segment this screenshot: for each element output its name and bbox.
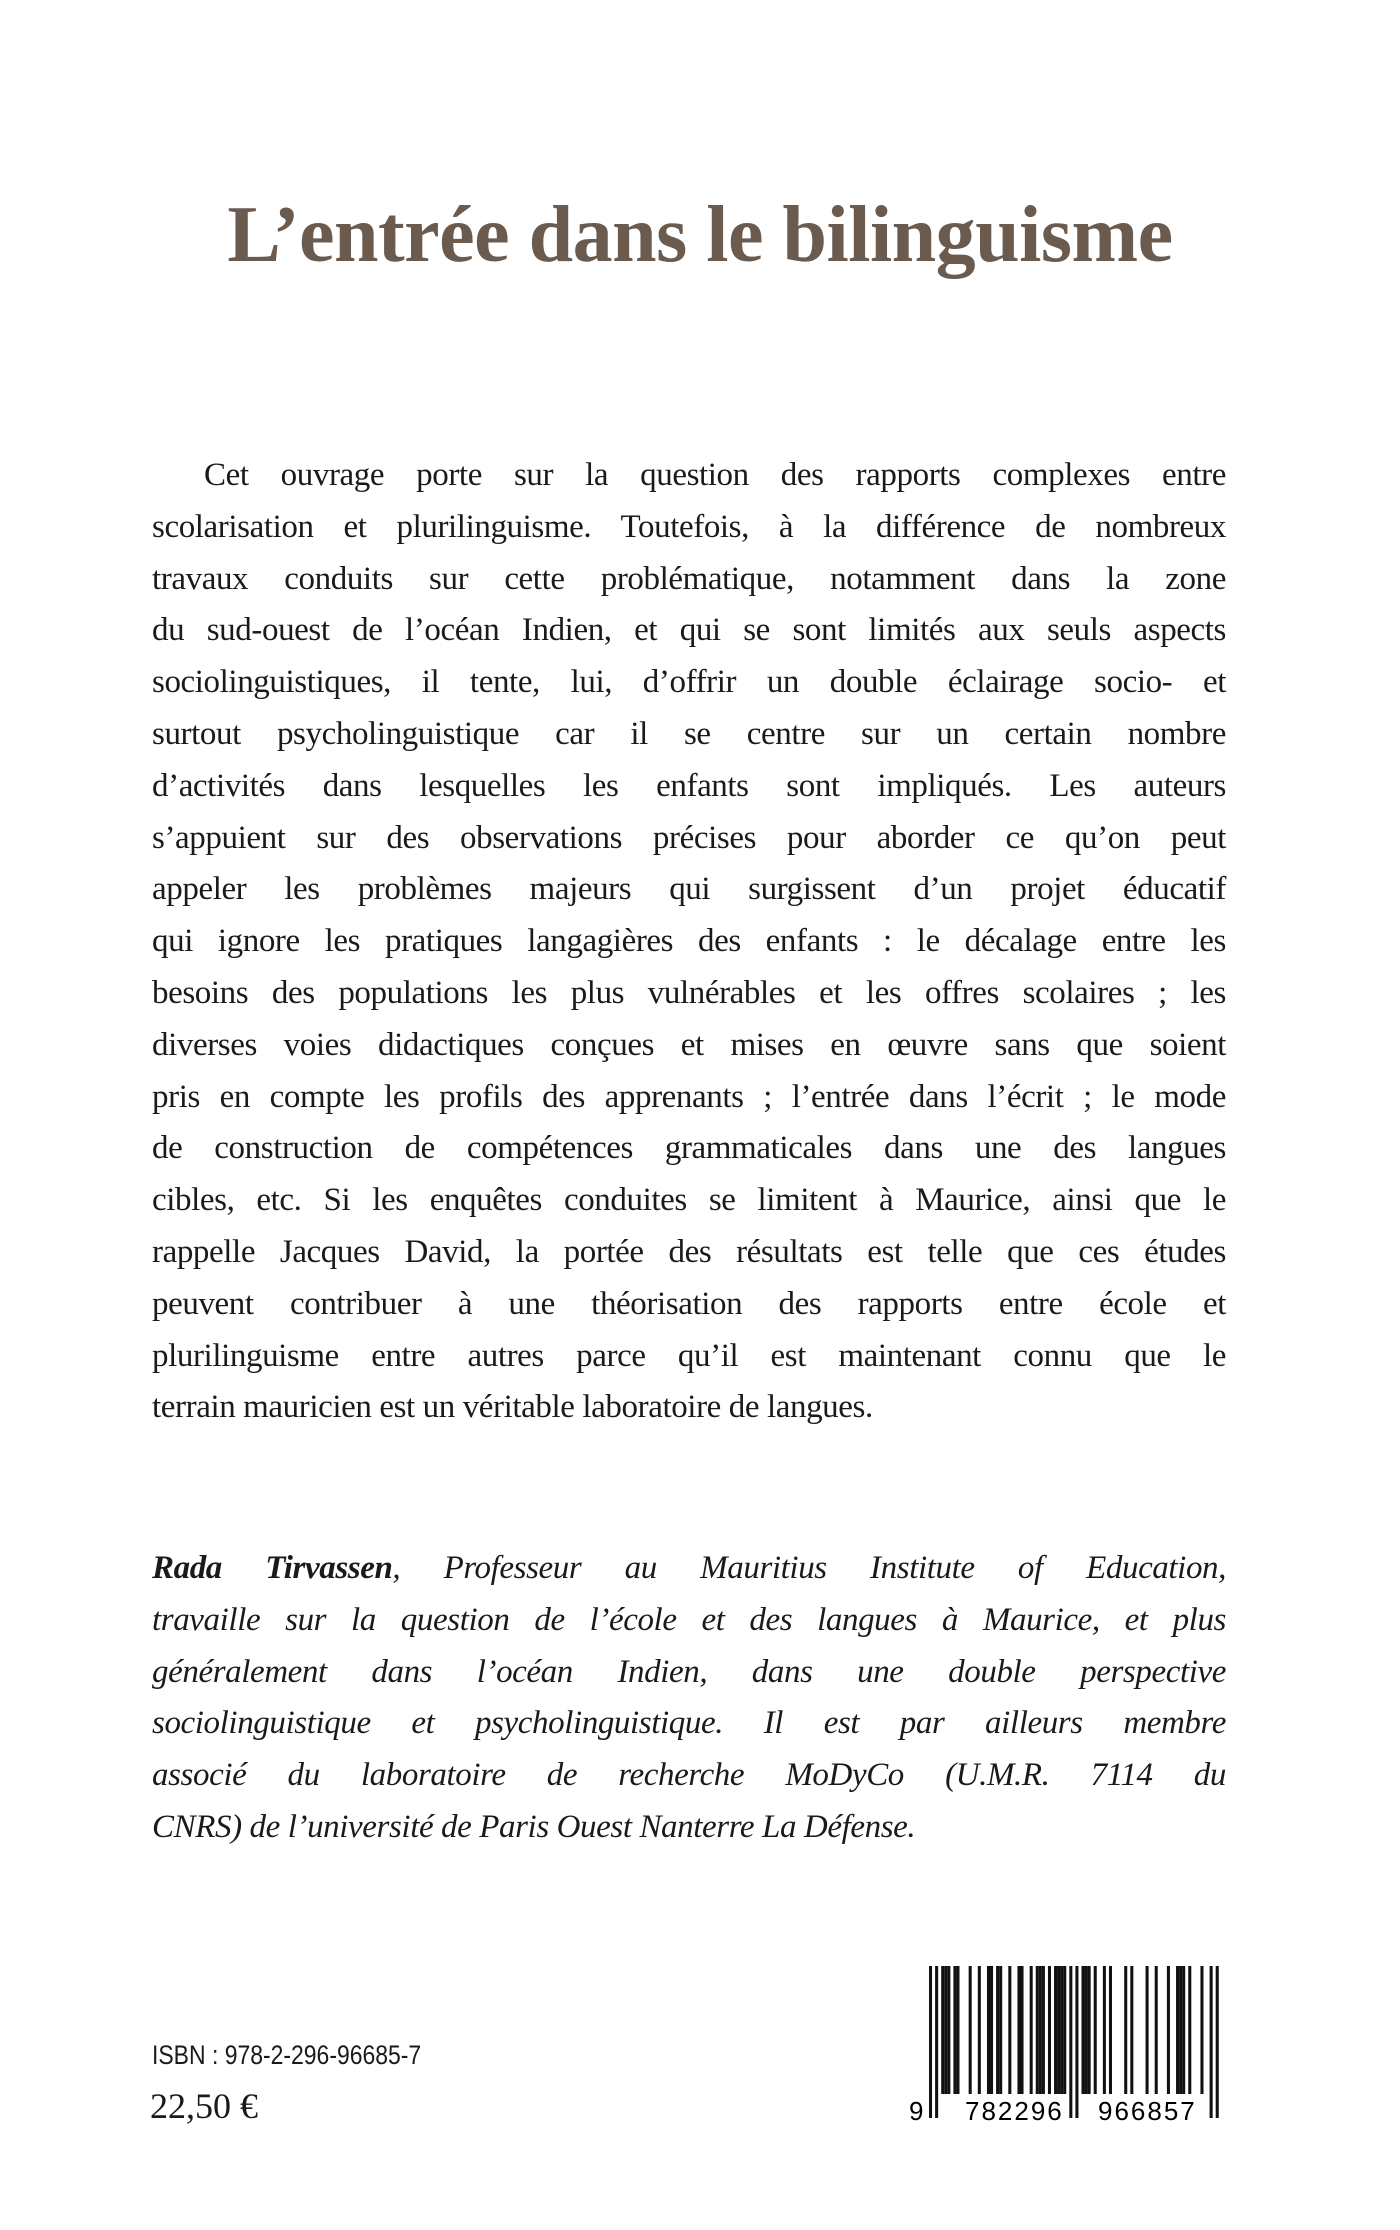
bio-line: associé du laboratoire de recherche MoDyCo (U.M.R. 7114 du — [152, 1757, 1226, 1794]
barcode-bar — [1082, 1966, 1085, 2094]
barcode-bar — [1155, 1966, 1158, 2094]
barcode-bar — [990, 1966, 993, 2094]
barcode-bar — [1057, 1966, 1060, 2094]
summary-paragraph — [152, 450, 1226, 1434]
bio-line: CNRS) de l’université de Paris Ouest Nanterre La Défense. — [152, 1808, 916, 1845]
summary-line: de construction de compétences grammaticales dans une des langues — [152, 1130, 1226, 1167]
summary-line: surtout psycholinguistique car il se centre sur un certain nombre — [152, 715, 1226, 752]
barcode-bar — [935, 1966, 938, 2118]
barcode-right-digits: 966857 — [1098, 2096, 1197, 2126]
summary-line: Cet ouvrage porte sur la question des rapports complexes entre — [204, 457, 1226, 493]
barcode-bar — [1103, 1966, 1106, 2094]
summary-line: pris en compte les profils des apprenants ; l’entrée dans l’écrit ; le mode — [152, 1078, 1226, 1115]
barcode-bar — [1085, 1966, 1088, 2094]
barcode-bar — [1088, 1966, 1091, 2094]
summary-line: besoins des populations les plus vulnérables et les offres scolaires ; les — [152, 974, 1226, 1011]
summary-line: rappelle Jacques David, la portée des résultats est telle que ces études — [152, 1233, 1226, 1270]
summary-line: appeler les problèmes majeurs qui surgissent d’un projet éducatif — [152, 871, 1226, 908]
summary-line: terrain mauricien est un véritable laboratoire de langues. — [152, 1389, 873, 1426]
barcode-bar — [1039, 1966, 1042, 2094]
summary-line: cibles, etc. Si les enquêtes conduites se limitent à Maurice, ainsi que le — [152, 1182, 1226, 1219]
bio-line — [152, 1543, 1226, 1595]
isbn: ISBN : 978-2-296-96685-7 — [152, 2040, 422, 2070]
barcode-bar — [1216, 1966, 1219, 2118]
barcode-bar — [1176, 1966, 1179, 2094]
barcode-bar — [978, 1966, 981, 2094]
barcode-bar — [929, 1966, 932, 2118]
barcode-bar — [1146, 1966, 1149, 2094]
barcode-bar — [1124, 1966, 1127, 2094]
barcode-bar — [1130, 1966, 1133, 2094]
barcode-bar — [1094, 1966, 1097, 2094]
barcode-bar — [1167, 1966, 1170, 2094]
barcode-bar — [947, 1966, 950, 2094]
barcode-bar — [1042, 1966, 1045, 2094]
barcode-bar — [1188, 1966, 1191, 2094]
barcode-bar — [1210, 1966, 1213, 2118]
barcode-bar — [1069, 1966, 1072, 2118]
barcode-bar — [1008, 1966, 1011, 2094]
bio-line: travaille sur la question de l’école et des langues à Maurice, et plus — [152, 1601, 1226, 1638]
summary-line: qui ignore les pratiques langagières des enfants : le décalage entre les — [152, 923, 1226, 960]
bio-text: , Professeur au Mauritius Institute of Education, — [392, 1550, 1226, 1586]
book-title: L’entrée dans le bilinguisme — [227, 191, 1173, 279]
barcode-bar — [953, 1966, 956, 2094]
barcode-bar — [944, 1966, 947, 2094]
barcode-bar — [941, 1966, 944, 2094]
barcode-bar — [1030, 1966, 1033, 2094]
author-bio — [152, 1543, 1226, 1854]
barcode-bar — [1063, 1966, 1066, 2094]
barcode-bar — [999, 1966, 1002, 2094]
barcode-first-digit: 9 — [909, 2096, 924, 2126]
barcode-bar — [956, 1966, 959, 2094]
barcode-bar — [1017, 1966, 1020, 2094]
summary-line: s’appuient sur des observations précises pour aborder ce qu’on peut — [152, 819, 1226, 856]
summary-line: diverses voies didactiques conçues et mises en œuvre sans que soient — [152, 1026, 1226, 1063]
summary-line: scolarisation et plurilinguisme. Toutefois, à la différence de nombreux — [152, 508, 1226, 545]
summary-line: d’activités dans lesquelles les enfants sont impliqués. Les auteurs — [152, 767, 1226, 804]
barcode-bar — [1200, 1966, 1203, 2094]
barcode-bar — [1060, 1966, 1063, 2094]
author-name: Rada Tirvassen — [152, 1550, 393, 1586]
barcode-bar — [996, 1966, 999, 2094]
barcode-bar — [1021, 1966, 1024, 2094]
barcode-bar — [969, 1966, 972, 2094]
barcode — [905, 1966, 1225, 2126]
barcode-bar — [1048, 1966, 1051, 2094]
summary-line: du sud-ouest de l’océan Indien, et qui se sont limités aux seuls aspects — [152, 612, 1226, 649]
barcode-bar — [987, 1966, 990, 2094]
summary-line: peuvent contribuer à une théorisation des rapports entre école et — [152, 1285, 1226, 1322]
barcode-left-digits: 782296 — [965, 2096, 1064, 2126]
price: 22,50 € — [150, 2086, 258, 2126]
barcode-bar — [1075, 1966, 1078, 2118]
barcode-bar — [1179, 1966, 1182, 2094]
bio-line: généralement dans l’océan Indien, dans une double perspective — [152, 1653, 1226, 1690]
barcode-bar — [1036, 1966, 1039, 2094]
summary-line: sociolinguistiques, il tente, lui, d’offrir un double éclairage socio- et — [152, 664, 1226, 701]
bio-line: sociolinguistique et psycholinguistique. Il est par ailleurs membre — [152, 1705, 1226, 1742]
summary-line: plurilinguisme entre autres parce qu’il est maintenant connu que le — [152, 1337, 1226, 1374]
barcode-bar — [1182, 1966, 1185, 2094]
summary-line: travaux conduits sur cette problématique, notamment dans la zone — [152, 560, 1226, 597]
barcode-bar — [1109, 1966, 1112, 2094]
barcode-bar — [1054, 1966, 1057, 2094]
